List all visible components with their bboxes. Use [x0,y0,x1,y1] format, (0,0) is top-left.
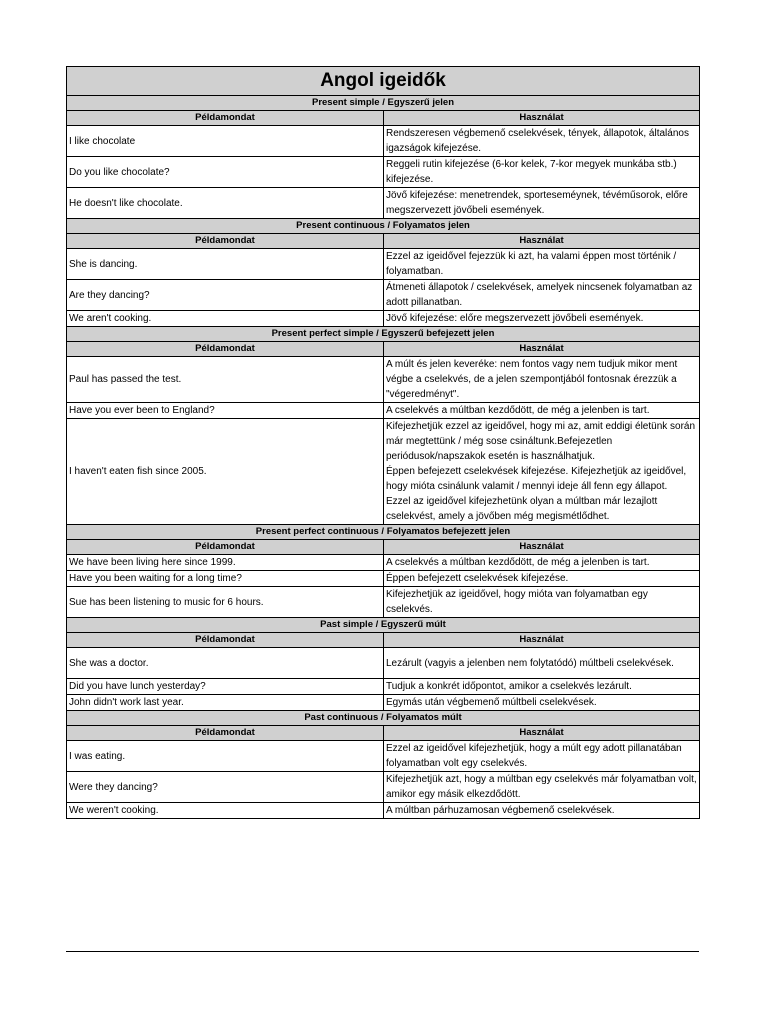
table-row [67,587,700,618]
table-row [67,679,700,695]
table-row [67,555,700,571]
section-title: Present perfect continuous / Folyamatos befejezett jelen [67,525,700,540]
usage-cell: Reggeli rutin kifejezése (6-kor kelek, 7-kor megyek munkába stb.) kifejezése. [384,157,700,188]
section-title: Present perfect simple / Egyszerű befejezett jelen [67,327,700,342]
usage-cell: Kifejezhetjük azt, hogy a múltban egy cselekvés már folyamatban volt, amikor egy másik elkezdődött. [384,772,700,803]
usage-column-header: Használat [384,726,700,741]
table-row [67,126,700,157]
example-cell: We weren't cooking. [67,803,384,819]
usage-cell: Kifejezhetjük az igeidővel, hogy mióta van folyamatban egy cselekvés. [384,587,700,618]
table-row [67,648,700,679]
usage-column-header: Használat [384,111,700,126]
example-cell: John didn't work last year. [67,695,384,711]
example-cell: We have been living here since 1999. [67,555,384,571]
section-title: Past simple / Egyszerű múlt [67,618,700,633]
footer-divider [66,951,699,952]
usage-cell [384,419,700,525]
table-row [67,403,700,419]
example-cell: She was a doctor. [67,648,384,679]
example-cell: We aren't cooking. [67,311,384,327]
example-cell: Were they dancing? [67,772,384,803]
table-row [67,772,700,803]
usage-column-header: Használat [384,540,700,555]
usage-cell: Ezzel az igeidővel kifejezhetjük, hogy a múlt egy adott pillanatában folyamatban volt egy cselekvés. [384,741,700,772]
example-column-header: Példamondat [67,234,384,249]
usage-cell: Jövő kifejezése: előre megszervezett jövőbeli események. [384,311,700,327]
table-row [67,741,700,772]
example-cell: She is dancing. [67,249,384,280]
example-cell: I was eating. [67,741,384,772]
page-title: Angol igeidők [67,67,700,96]
table-row [67,695,700,711]
section-title: Past continuous / Folyamatos múlt [67,711,700,726]
example-cell: Have you been waiting for a long time? [67,571,384,587]
example-column-header: Példamondat [67,540,384,555]
section-title: Present continuous / Folyamatos jelen [67,219,700,234]
usage-cell: Jövő kifejezése: menetrendek, sporteseméynek, tévéműsorok, előre megszervezett jövőbeli események. [384,188,700,219]
usage-cell: Egymás után végbemenő múltbeli cselekvések. [384,695,700,711]
usage-cell: Tudjuk a konkrét időpontot, amikor a cselekvés lezárult. [384,679,700,695]
usage-cell: A cselekvés a múltban kezdődött, de még a jelenben is tart. [384,555,700,571]
example-cell: Sue has been listening to music for 6 hours. [67,587,384,618]
table-row [67,571,700,587]
table-row [67,249,700,280]
usage-cell: Lezárult (vagyis a jelenben nem folytatódó) múltbeli cselekvések. [384,648,700,679]
usage-cell: Átmeneti állapotok / cselekvések, amelyek nincsenek folyamatban az adott pillanatban. [384,280,700,311]
table-row [67,280,700,311]
usage-cell: A múlt és jelen keveréke: nem fontos vagy nem tudjuk mikor ment végbe a cselekvés, de a jelen szempontjából fontosnak érezzük a "végeredményt". [384,357,700,403]
usage-cell: Rendszeresen végbemenő cselekvések, tények, állapotok, általános igazságok kifejezése. [384,126,700,157]
example-cell: Have you ever been to England? [67,403,384,419]
example-cell: Did you have lunch yesterday? [67,679,384,695]
example-column-header: Példamondat [67,111,384,126]
usage-line: Éppen befejezett cselekvések kifejezése. Kifejezhetjük az igeidővel, hogy mióta csinálunk valamit / mennyi ideje áll fenn egy állapot. [386,466,687,492]
table-row [67,157,700,188]
tenses-table [66,66,700,819]
example-cell: I like chocolate [67,126,384,157]
usage-line: Ezzel az igeidővel kifejezhetünk olyan a múltban már lezajlott cselekvést, amely a jövőben még megismétlődhet. [386,496,658,522]
table-row [67,357,700,403]
usage-column-header: Használat [384,234,700,249]
usage-cell: A múltban párhuzamosan végbemenő cselekvések. [384,803,700,819]
usage-line: Kifejezhetjük ezzel az igeidővel, hogy mi az, amit eddigi életünk során már megtettünk / még sose csináltunk.Befejezetlen periódusok/napszakok esetén is használhatjuk. [386,421,696,462]
table-row [67,419,700,525]
example-column-header: Példamondat [67,633,384,648]
example-cell: Do you like chocolate? [67,157,384,188]
usage-cell: A cselekvés a múltban kezdődött, de még a jelenben is tart. [384,403,700,419]
example-column-header: Példamondat [67,342,384,357]
table-row [67,188,700,219]
table-row [67,803,700,819]
example-cell: Are they dancing? [67,280,384,311]
usage-cell: Ezzel az igeidővel fejezzük ki azt, ha valami éppen most történik / folyamatban. [384,249,700,280]
example-cell: Paul has passed the test. [67,357,384,403]
usage-column-header: Használat [384,342,700,357]
usage-column-header: Használat [384,633,700,648]
usage-cell: Éppen befejezett cselekvések kifejezése. [384,571,700,587]
section-title: Present simple / Egyszerű jelen [67,96,700,111]
example-cell: I haven't eaten fish since 2005. [67,419,384,525]
example-cell: He doesn't like chocolate. [67,188,384,219]
example-column-header: Példamondat [67,726,384,741]
table-row [67,311,700,327]
